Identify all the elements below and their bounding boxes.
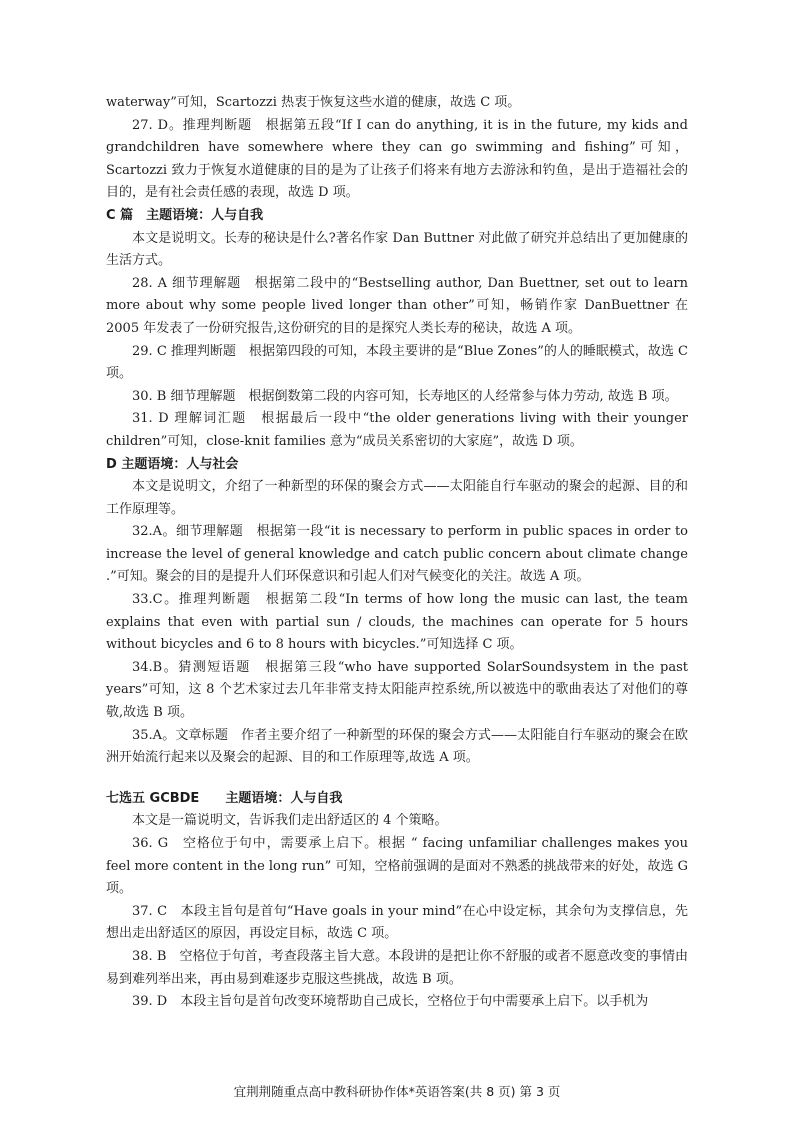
answer-33: 33.C。推理判断题 根据第二段“In terms of how long the music can last, the team explains that even with partial sun / clouds, the machines can operate for 5 hours without bicycles and 6 to 8 hours with bicycles.”可知选择 C 项。: [106, 592, 688, 653]
answer-39: 39. D 本段主旨句是首句改变环境帮助自己成长，空格位于句中需要承上启下。以手机为: [132, 994, 649, 1010]
paragraph: waterway”可知，Scartozzi 热衷于恢复这些水道的健康，故选 C 项。: [106, 95, 521, 110]
passage-summary-c: 本文是说明文。长寿的秘诀是什么?著名作家 Dan Buttner 对此做了研究并总结出了更加健康的生活方式。: [106, 230, 688, 269]
answer-38: 38. B 空格位于句首，考查段落主旨大意。本段讲的是把让你不舒服的或者不愿意改变的事情由易到难列举出来，再由易到难逐步克服这些挑战，故选 B 项。: [106, 948, 688, 987]
answer-32: 32.A。细节理解题 根据第一段“it is necessary to perform in public spaces in order to increase the level of general knowledge and catch public concern about climate change .”可知。聚会的目的是提升人们环保意识和引起人们对气候变化的关注。故选 A 项。: [106, 524, 688, 585]
answer-36: 36. G 空格位于句中，需要承上启下。根据 “ facing unfamiliar challenges makes you feel more content in the long run” 可知，空格前强调的是面对不熟悉的挑战带来的好处，故选 G 项。: [106, 836, 688, 897]
answer-28: 28. A 细节理解题 根据第二段中的“Bestselling author, Dan Buettner, set out to learn more about why some people lived longer than other”可知，畅销作家 DanBuettner 在 2005 年发表了一份研究报告,这份研究的目的是探究人类长寿的秘诀，故选 A 项。: [106, 275, 688, 336]
answer-34: 34.B。猜测短语题 根据第三段“who have supported SolarSoundsystem in the past years”可知，这 8 个艺术家过去几年非常支持太阳能声控系统,所以被选中的歌曲表达了对他们的尊敬,故选 B 项。: [106, 659, 688, 721]
answer-29: 29. C 推理判断题 根据第四段的可知，本段主要讲的是“Blue Zones”的人的睡眠模式，故选 C 项。: [106, 343, 688, 382]
answer-35: 35.A。文章标题 作者主要介绍了一种新型的环保的聚会方式——太阳能自行车驱动的聚会在欧洲开始流行起来以及聚会的起源、目的和工作原理等,故选 A 项。: [106, 727, 688, 766]
answer-27: 27. D。推理判断题 根据第五段“If I can do anything, it is in the future, my kids and grandchildren have somewhere where they can go swimming and fishing”可知，Scartozzi 致力于恢复水道健康的目的是为了让孩子们将来有地方去游泳和钓鱼，是出于造福社会的目的，是有社会责任感的表现，故选 D 项。: [106, 117, 688, 201]
section-heading-d: D 主题语境：人与社会: [106, 456, 239, 472]
answer-31: 31. D 理解词汇题 根据最后一段中“the older generations living with their younger children”可知，close-knit families 意为“成员关系密切的大家庭”，故选 D 项。: [106, 411, 688, 449]
section-heading-seven-choose-five: 七选五 GCBDE 主题语境：人与自我: [106, 790, 343, 806]
section-heading-c: C 篇 主题语境：人与自我: [106, 207, 264, 223]
page-footer: 宜荆荆随重点高中教科研协作体*英语答案(共 8 页) 第 3 页: [233, 1084, 561, 1099]
answer-30: 30. B 细节理解题 根据倒数第二段的内容可知，长寿地区的人经常参与体力劳动, 故选 B 项。: [132, 388, 678, 404]
answer-37: 37. C 本段主旨句是首句“Have goals in your mind”在心中设定标，其余句为支撑信息，先想出走出舒适区的原因，再设定目标，故选 C 项。: [106, 903, 688, 942]
passage-summary-d: 本文是说明文，介绍了一种新型的环保的聚会方式——太阳能自行车驱动的聚会的起源、目的和工作原理等。: [106, 479, 688, 517]
passage-summary-seven: 本文是一篇说明文，告诉我们走出舒适区的 4 个策略。: [132, 813, 448, 829]
spacer: [106, 770, 688, 788]
